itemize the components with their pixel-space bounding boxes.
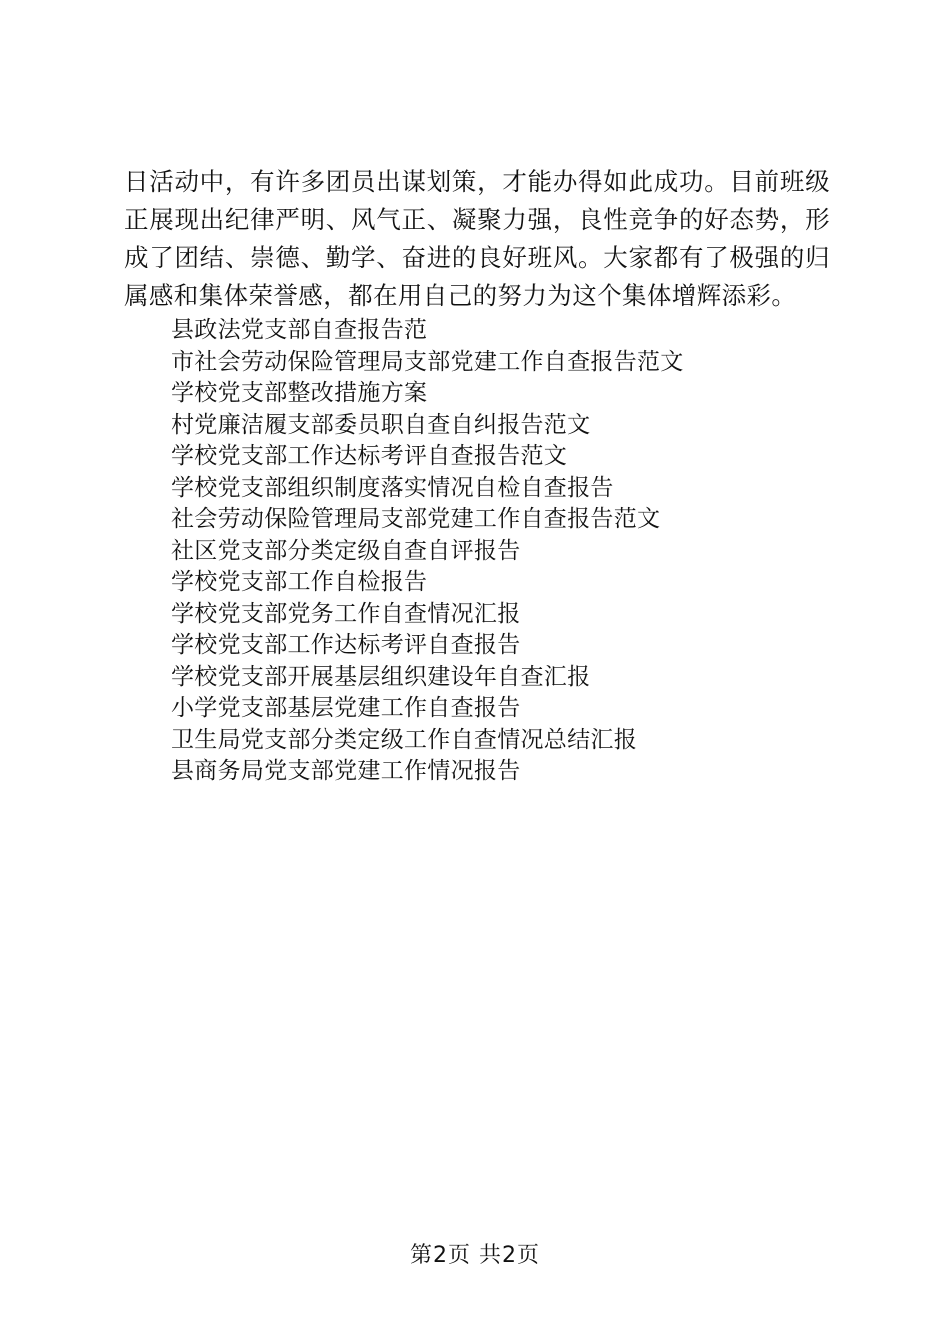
list-item: 学校党支部工作达标考评自查报告 (171, 632, 521, 658)
list-item: 小学党支部基层党建工作自查报告 (171, 695, 521, 721)
list-item: 社区党支部分类定级自查自评报告 (171, 537, 521, 564)
list-item: 学校党支部组织制度落实情况自检自查报告 (171, 474, 614, 501)
list-item: 学校党支部工作自检报告 (171, 569, 428, 595)
list-item: 村党廉洁履支部委员职自查自纠报告范文 (171, 411, 591, 438)
list-item: 县商务局党支部党建工作情况报告 (171, 758, 521, 784)
list-item: 卫生局党支部分类定级工作自查情况总结汇报 (171, 726, 637, 753)
list-item: 学校党支部开展基层组织建设年自查汇报 (171, 663, 591, 690)
list-item: 学校党支部党务工作自查情况汇报 (171, 600, 521, 627)
document-body (124, 163, 830, 788)
page-footer: 第2页 共2页 (410, 1243, 540, 1268)
related-articles-list (124, 315, 830, 788)
list-item: 社会劳动保险管理局支部党建工作自查报告范文 (171, 506, 661, 532)
body-paragraph: 日活动中，有许多团员出谋划策，才能办得如此成功。目前班级正展现出纪律严明、风气正、凝聚力强，良性竞争的好态势，形成了团结、崇德、勤学、奋进的良好班风。大家都有了极强的归属感和集体荣誉感，都在用自己的努力为这个集体增辉添彩。 (124, 167, 830, 310)
list-item: 市社会劳动保险管理局支部党建工作自查报告范文 (171, 348, 684, 375)
list-item: 县政法党支部自查报告范 (171, 317, 428, 343)
list-item: 学校党支部整改措施方案 (171, 380, 428, 406)
list-item: 学校党支部工作达标考评自查报告范文 (171, 443, 568, 469)
